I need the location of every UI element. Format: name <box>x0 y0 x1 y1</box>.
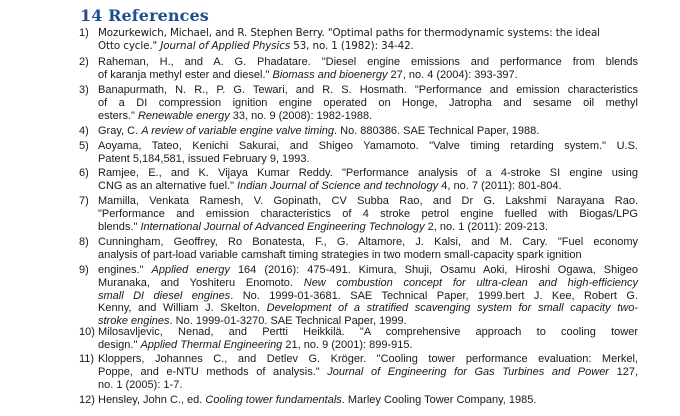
reference-line <box>98 290 638 303</box>
reference-number: 6) <box>79 167 89 179</box>
reference-number: 10) <box>79 326 95 338</box>
reference-text-run: Kenny, and William J. Skelton. <box>98 302 267 315</box>
reference-number: 11) <box>79 353 95 365</box>
reference-line <box>98 195 638 208</box>
reference-text-run: esters." <box>98 109 138 122</box>
reference-title-italic: Indian Journal of Science and technology <box>237 179 439 192</box>
reference-text-run: . Marley Cooling Tower Company, 1985. <box>341 394 537 406</box>
reference-title-italic: International Journal of Advanced Engineering Technology <box>140 220 425 233</box>
reference-text-run: engines." <box>98 264 152 276</box>
reference-line <box>98 264 638 277</box>
reference-text <box>98 394 638 407</box>
reference-text-run: 4, no. 7 (2011): 801-804. <box>438 179 562 192</box>
reference-text-run: Aoyama, Tateo, Kenichi Sakurai, and Shigeo Yamamoto. "Valve timing retarding system." U.S. <box>98 140 638 152</box>
reference-line <box>98 339 638 352</box>
reference-line <box>98 394 638 407</box>
reference-title-italic: New combustion concept for ultra-clean and high-efficiency <box>303 276 638 289</box>
reference-text-run: Poppe, and e-NTU methods of analysis." <box>98 365 328 378</box>
reference-text <box>98 353 638 391</box>
reference-text-run: . No. 880386. SAE Technical Paper, 1988. <box>334 125 540 137</box>
reference-line <box>98 221 638 234</box>
reference-text-run: "Performance and emission characteristics of 4 stroke petrol engine fuelled with Biogas/LPG <box>98 207 638 220</box>
reference-text-run: CNG as an alternative fuel." <box>98 179 238 192</box>
reference-text <box>98 125 638 138</box>
reference-number: 5) <box>79 140 89 152</box>
reference-text-run: Muranaka, and Yoshiteru Enomoto. <box>98 276 304 289</box>
reference-line <box>98 208 638 221</box>
reference-text-run: . No. 1999-01-3270. SAE Technical Paper, 1999. <box>169 315 407 328</box>
reference-number: 4) <box>79 125 89 137</box>
reference-text-run: of karanja methyl ester and diesel." <box>98 68 273 81</box>
reference-number: 1) <box>79 27 89 39</box>
reference-text <box>98 236 638 262</box>
reference-line <box>98 353 638 366</box>
reference-text-run: Patent 5,184,581, issued February 9, 1993. <box>98 152 310 165</box>
reference-title-italic: A review of variable engine valve timing <box>141 125 335 137</box>
reference-text <box>98 56 638 82</box>
reference-text-run: Raheman, H., and A. G. Phadatare. "Diesel engine emissions and performance from blends <box>98 56 638 68</box>
reference-line <box>98 27 638 40</box>
reference-title-italic: Renewable energy <box>137 109 230 122</box>
reference-text-run: Otto cycle." <box>98 39 161 52</box>
reference-text-run: blends." <box>98 220 141 233</box>
reference-text-run: 33, no. 9 (2008): 1982-1988. <box>229 109 373 122</box>
reference-line <box>98 236 638 249</box>
reference-number: 12) <box>79 394 95 406</box>
reference-line <box>98 180 638 193</box>
reference-number: 3) <box>79 84 89 96</box>
reference-text <box>98 167 638 193</box>
reference-text-run: Banapurmath, N. R., P. G. Tewari, and R. S. Hosmath. "Performance and emission characteristics <box>98 84 638 96</box>
reference-text <box>98 140 638 166</box>
section-heading: 14 References <box>80 6 209 25</box>
reference-line <box>98 140 638 153</box>
reference-line <box>98 125 638 138</box>
reference-line <box>98 326 638 339</box>
reference-line <box>98 153 638 166</box>
reference-text-run: Gray, C. <box>98 125 142 137</box>
reference-text-run: . No. 1999-01-3681. SAE Technical Paper, 1999.bert J. Kee, Robert G. <box>230 289 638 302</box>
reference-text-run: of a DI compression ignition engine operated on Honge, Jatropha and sesame oil methyl <box>98 96 638 109</box>
reference-title-italic: Biomass and bioenergy <box>272 68 388 81</box>
reference-text-run: Mozurkewich, Michael, and R. Stephen Berry. "Optimal paths for thermodynamic systems: the ideal <box>98 27 600 39</box>
reference-line <box>98 97 638 110</box>
reference-line <box>98 249 638 262</box>
reference-line <box>98 69 638 82</box>
reference-text <box>98 27 638 53</box>
reference-text-run: analysis of part-load variable camshaft timing strategies in two modern small-capacity spark ignition <box>98 248 582 261</box>
reference-text-run: Milosavljevic, Nenad, and Pertti Heikkilä. "A comprehensive approach to cooling tower <box>98 326 638 338</box>
reference-line <box>98 84 638 97</box>
reference-text <box>98 195 638 233</box>
reference-text-run: no. 1 (2005): 1-7. <box>98 378 183 391</box>
reference-title-italic: Applied Thermal Engineering <box>140 338 283 351</box>
reference-number: 7) <box>79 195 89 207</box>
reference-line <box>98 277 638 290</box>
reference-title-italic: Cooling tower fundamentals <box>205 394 342 406</box>
reference-title-italic: stroke engines <box>98 315 170 328</box>
reference-text <box>98 264 638 328</box>
reference-text-run: Kloppers, Johannes C., and Detlev G. Kröger. "Cooling tower performance evaluation: Merkel, <box>98 353 638 365</box>
reference-line <box>98 167 638 180</box>
reference-line <box>98 56 638 69</box>
reference-line <box>98 366 638 379</box>
reference-title-italic: Journal of Engineering for Gas Turbines and Power <box>327 365 609 378</box>
reference-title-italic: Development of a stratified scavenging system for small capacity two- <box>266 302 638 315</box>
reference-text-run: 164 (2016): 475-491. Kimura, Shuji, Osamu Aoki, Hiroshi Ogawa, Shigeo <box>229 264 638 276</box>
reference-title-italic: small DI diesel engines <box>98 289 231 302</box>
reference-title-italic: Applied energy <box>151 264 230 276</box>
reference-text-run: 2, no. 1 (2011): 209-213. <box>424 220 548 233</box>
reference-line <box>98 379 638 392</box>
reference-number: 8) <box>79 236 89 248</box>
reference-text-run: 27, no. 4 (2004): 393-397. <box>387 68 518 81</box>
reference-text-run: Cunningham, Geoffrey, Ro Bonatesta, F., G. Altamore, J. Kalsi, and M. Cary. "Fuel economy <box>98 236 638 248</box>
reference-text-run: 21, no. 9 (2001): 899-915. <box>282 338 413 351</box>
reference-text-run: Ramjee, E., and K. Vijaya Kumar Reddy. "Performance analysis of a 4-stroke SI engine using <box>98 167 638 179</box>
reference-text <box>98 326 638 352</box>
reference-line <box>98 302 638 315</box>
reference-text-run: Mamilla, Venkata Ramesh, V. Gopinath, CV Subba Rao, and Dr G. Lakshmi Narayana Rao. <box>98 195 638 207</box>
reference-text-run: 53, no. 1 (1982): 34-42. <box>290 39 414 52</box>
reference-text-run: design." <box>98 338 141 351</box>
reference-number: 2) <box>79 56 89 68</box>
reference-line <box>98 40 638 53</box>
reference-number: 9) <box>79 264 89 276</box>
reference-text <box>98 84 638 122</box>
reference-text-run: Hensley, John C., ed. <box>98 394 206 406</box>
reference-line <box>98 110 638 123</box>
reference-text-run: 127, <box>608 365 638 378</box>
reference-title-italic: Journal of Applied Physics <box>160 39 291 52</box>
